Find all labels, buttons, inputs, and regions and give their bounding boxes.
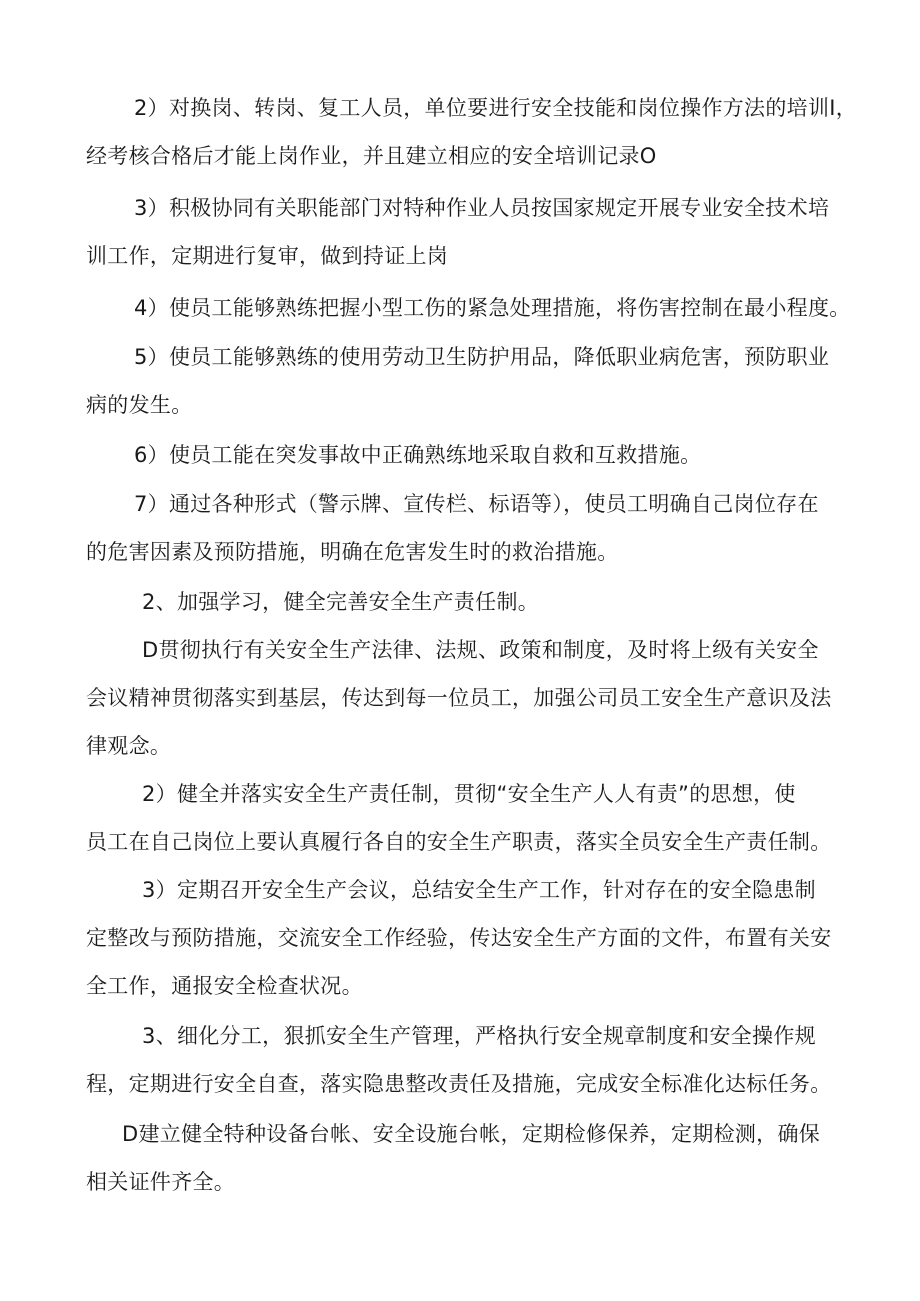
paragraph-p12: [86, 1110, 836, 1206]
paragraph-p8: [86, 626, 836, 770]
text-line: 2）健全并落实安全生产责任制，贯彻“安全生产人人有责”的思想，使: [142, 782, 796, 806]
text-line: 全工作，通报安全检查状况。: [86, 974, 363, 998]
text-line: 4）使员工能够熟练把握小型工伤的紧急处理措施，将伤害控制在最小程度。: [134, 296, 851, 320]
paragraph-p3: [86, 284, 851, 332]
paragraph-p11: [86, 1012, 836, 1108]
text-line: 经考核合格后才能上岗作业，并且建立相应的安全培训记录O: [86, 144, 657, 168]
text-line: 的危害因素及预防措施，明确在危害发生时的救治措施。: [86, 540, 619, 564]
text-line: 6）使员工能在突发事故中正确熟练地采取自救和互救措施。: [134, 443, 702, 467]
text-line: 3）积极协同有关职能部门对特种作业人员按国家规定开展专业安全技术培: [134, 196, 830, 220]
text-line: 训工作，定期进行复审，做到持证上岗: [86, 244, 449, 268]
text-line: 程，定期进行安全自查，落实隐患整改责任及措施，完成安全标准化达标任务。: [86, 1072, 832, 1096]
text-line: 3、细化分工，狠抓安全生产管理，严格执行安全规章制度和安全操作规: [142, 1024, 816, 1048]
text-line: 7）通过各种形式（警示牌、宣传栏、标语等），使员工明确自己岗位存在: [134, 492, 819, 516]
text-line: D建立健全特种设备台帐、安全设施台帐，定期检修保养，定期检测，确保: [122, 1122, 821, 1146]
paragraph-p9: [86, 770, 836, 866]
text-line: 律观念。: [86, 734, 172, 758]
paragraph-p2: [86, 184, 836, 280]
text-line: 会议精神贯彻落实到基层，传达到每一位员工，加强公司员工安全生产意识及法: [86, 686, 832, 710]
text-line: 2）对换岗、转岗、复工人员，单位要进行安全技能和岗位操作方法的培训I，: [134, 96, 858, 120]
text-line: 定整改与预防措施，交流安全工作经验，传达安全生产方面的文件，布置有关安: [86, 926, 832, 950]
paragraph-p7: [86, 578, 836, 626]
text-line: 3）定期召开安全生产会议，总结安全生产工作，针对存在的安全隐患制: [142, 878, 816, 902]
paragraph-p10: [86, 866, 836, 1010]
text-line: 员工在自己岗位上要认真履行各自的安全生产职责，落实全员安全生产责任制。: [86, 830, 832, 854]
paragraph-p4: [86, 333, 836, 429]
text-line: 病的发生。: [86, 393, 193, 417]
text-line: 5）使员工能够熟练的使用劳动卫生防护用品，降低职业病危害，预防职业: [134, 345, 830, 369]
text-line: 相关证件齐全。: [86, 1170, 236, 1194]
text-line: D贯彻执行有关安全生产法律、法规、政策和制度，及时将上级有关安全: [142, 638, 819, 662]
paragraph-p1: [86, 84, 858, 180]
text-line: 2、加强学习，健全完善安全生产责任制。: [142, 590, 540, 614]
paragraph-p6: [86, 480, 836, 576]
paragraph-p5: [86, 431, 836, 479]
